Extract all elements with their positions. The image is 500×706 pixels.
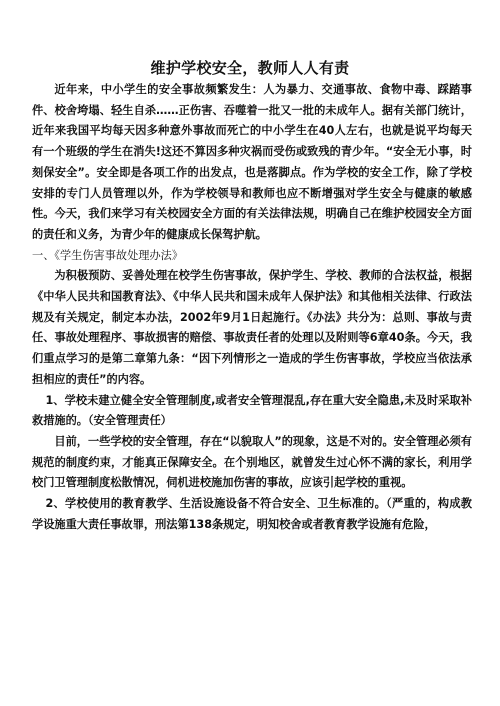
management-paragraph: 目前，一些学校的安全管理，存在“以貌取人”的现象，这是不对的。安全管理必须有规范的制度约束，才能真正保障安全。在个别地区，就曾发生过心怀不满的家长，利用学校门卫管理制度松散情况，伺机进校施加伤害的事故，应该引起学校的重视。 [32,434,472,490]
document-body [32,80,472,535]
intro-paragraph: 近年来，中小学生的安全事故频繁发生：人为暴力、交通事故、食物中毒、踩踏事件、校舍垮塌、轻生自杀……正伤害、吞噬着一批又一批的未成年人。据有关部门统计，近年来我国平均每天因多种意外事故而死亡的中小学生在40人左右，也就是说平均每天有一个班级的学生在消失!这还不算因多种灾祸而受伤或致残的青少年。“安全无小事，时刻保安全”。安全即是各项工作的出发点，也是落脚点。作为学校的安全工作，除了学校安排的专门人员管理以外，作为学校领导和教师也应不断增强对学生安全与健康的敏感性。今天，我们来学习有关校园安全方面的有关法律法规，明确自己在维护校园安全方面的责任和义务，为青少年的健康成长保驾护航。 [32,83,472,241]
law-overview-paragraph: 为积极预防、妥善处理在校学生伤害事故，保护学生、学校、教师的合法权益，根据《中华人民共和国教育法》、《中华人民共和国未成年人保护法》和其他相关法律、行政法规及有关规定，制定本办法，2002年9月1日起施行。《办法》共分为：总则、事故与责任、事故处理程序、事故损害的赔偿、事故责任者的处理以及附则等6章40条。今天，我们重点学习的是第二章第九条：“因下列情形之一造成的学生伤害事故，学校应当依法承担相应的责任”的内容。 [32,269,472,386]
item-1-paragraph: 1、学校未建立健全安全管理制度,或者安全管理混乱,存在重大安全隐患,未及时采取补救措施的。（安全管理责任） [32,393,472,428]
document-title: 维护学校安全，教师人人有责 [150,59,350,77]
item-2-paragraph: 2、学校使用的教育教学、生活设施设备不符合安全、卫生标准的。（严重的，构成教学设施重大责任事故罪，刑法第138条规定，明知校舍或者教育教学设施有危险， [32,497,472,531]
section-heading-1: 一、《学生伤害事故处理办法》 [32,248,184,262]
